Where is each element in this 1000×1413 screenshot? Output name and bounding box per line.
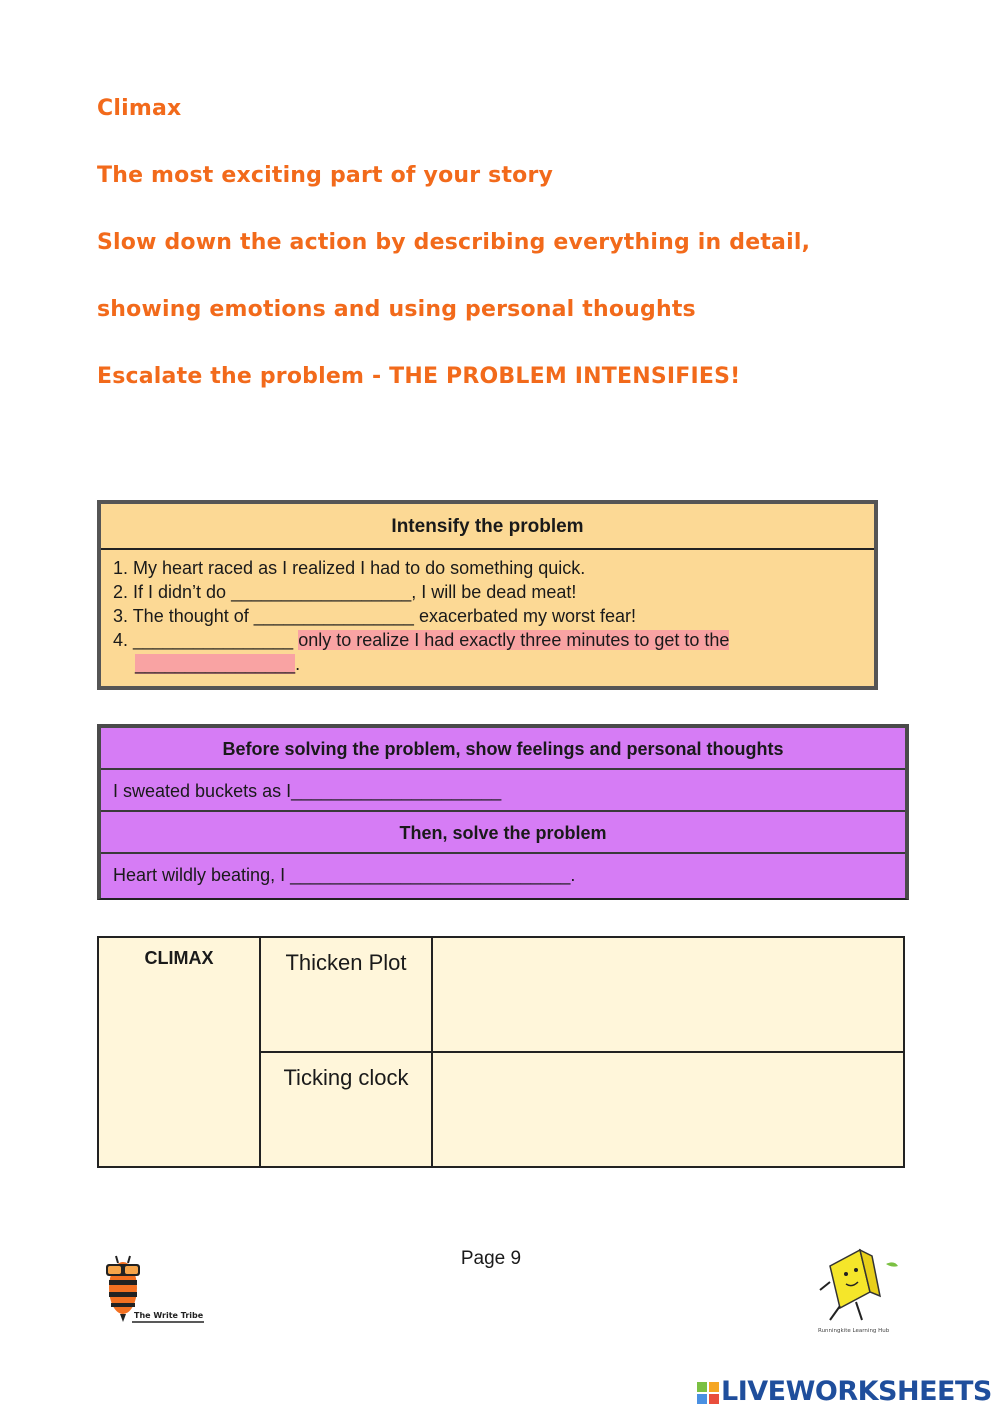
heading-climax: Climax bbox=[97, 96, 182, 121]
intensify-line-3: 3. The thought of ________________ exacerbated my worst fear! bbox=[113, 606, 637, 626]
write-tribe-logo bbox=[98, 1250, 208, 1331]
intensify-line-4 bbox=[113, 628, 874, 652]
solve-title: Then, solve the problem bbox=[101, 812, 905, 854]
heading-escalate: Escalate the problem - THE PROBLEM INTENSIFIES! bbox=[97, 364, 741, 389]
feelings-title: Before solving the problem, show feelings and personal thoughts bbox=[101, 728, 905, 770]
thicken-plot-answer-field[interactable] bbox=[432, 937, 904, 1052]
intensify-line-5 bbox=[113, 652, 874, 676]
ticking-clock-label: Ticking clock bbox=[260, 1052, 432, 1167]
liveworksheets-icon bbox=[697, 1382, 719, 1404]
intensify-line-1: 1. My heart raced as I realized I had to do something quick. bbox=[113, 558, 586, 578]
intensify-title: Intensify the problem bbox=[101, 504, 874, 550]
heading-exciting-part: The most exciting part of your story bbox=[97, 163, 554, 188]
feelings-prompt-sweated[interactable]: I sweated buckets as I_____________________ bbox=[101, 770, 905, 812]
intensify-line-4-start: 4. ________________ bbox=[113, 630, 299, 650]
climax-label: CLIMAX bbox=[98, 937, 260, 1167]
intensify-problem-box bbox=[97, 500, 878, 690]
intensify-line-2: 2. If I didn’t do __________________, I will be dead meat! bbox=[113, 582, 577, 602]
runningkite-logo-text: Runningkite Learning Hub bbox=[818, 1328, 890, 1334]
runningkite-logo bbox=[808, 1244, 908, 1349]
climax-table bbox=[97, 936, 905, 1168]
heading-showing-emotions: showing emotions and using personal thoughts bbox=[97, 297, 696, 322]
liveworksheets-brand-text: LIVEWORKSHEETS bbox=[721, 1376, 992, 1407]
intensify-lines bbox=[101, 550, 874, 676]
intensify-line-5-end: . bbox=[295, 654, 301, 674]
thicken-plot-label: Thicken Plot bbox=[260, 937, 432, 1052]
page-number: Page 9 bbox=[460, 1248, 522, 1269]
heading-slow-down: Slow down the action by describing everything in detail, bbox=[97, 230, 811, 255]
intensify-line-4-highlight: only to realize I had exactly three minutes to get to the bbox=[298, 630, 730, 650]
feelings-table bbox=[97, 724, 909, 900]
feelings-prompt-heart[interactable]: Heart wildly beating, I ____________________________. bbox=[113, 865, 576, 885]
intensify-line-5-highlight: ________________ bbox=[135, 654, 296, 674]
liveworksheets-brand[interactable] bbox=[697, 1376, 992, 1407]
ticking-clock-answer-field[interactable] bbox=[432, 1052, 904, 1167]
write-tribe-logo-text: The Write Tribe bbox=[134, 1311, 204, 1320]
